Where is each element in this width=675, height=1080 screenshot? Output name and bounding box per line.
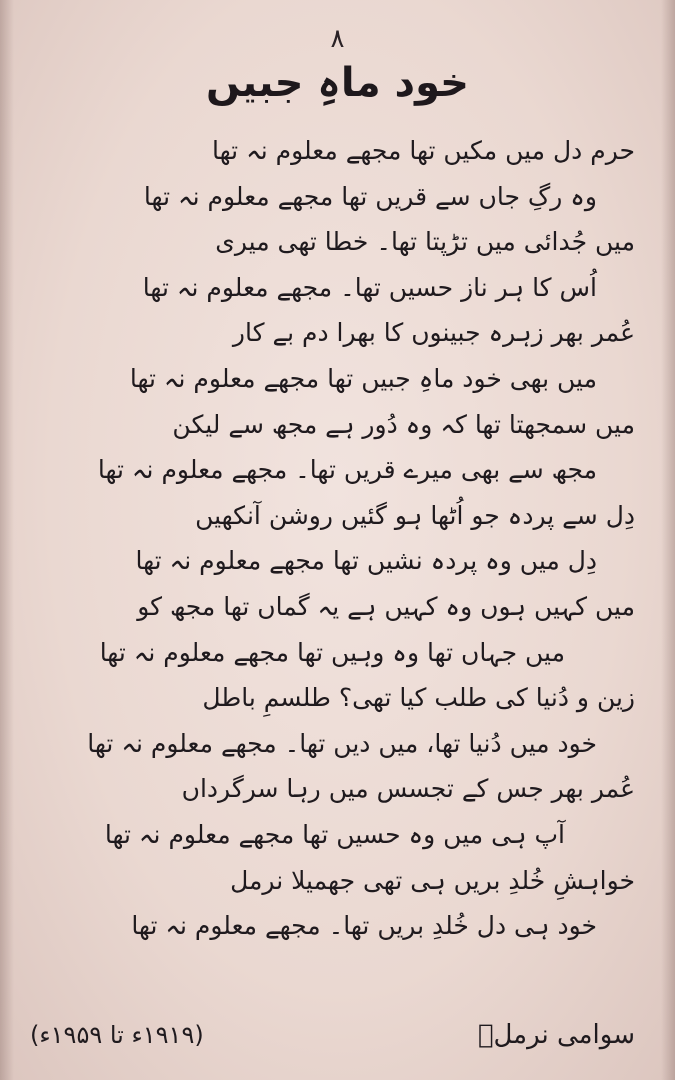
poem-line: عُمر بھر زہرہ جبینوں کا بھرا دم بے کار [232, 318, 635, 348]
author-dates: (۱۹۱۹ء تا ۱۹۵۹ء) [30, 1021, 204, 1049]
poem-line: وہ رگِ جاں سے قریں تھا مجھے معلوم نہ تھا [143, 181, 597, 211]
poem-line: خود ہی دل خُلدِ بریں تھا۔ مجھے معلوم نہ تھا [131, 911, 597, 941]
poem-line: میں جہاں تھا وہ وہیں تھا مجھے معلوم نہ تھا [99, 637, 565, 667]
poem-line: میں کہیں ہوں وہ کہیں ہے یہ گماں تھا مجھ کو [137, 591, 635, 621]
poem-line: اُس کا ہر ناز حسیں تھا۔ مجھے معلوم نہ تھا [142, 272, 597, 302]
poem-line: مجھ سے بھی میرے قریں تھا۔ مجھے معلوم نہ تھا [97, 455, 597, 485]
poem-line: زین و دُنیا کی طلب کیا تھی؟ طلسمِ باطل [202, 683, 635, 713]
poem-line: عُمر بھر جس کے تجسس میں رہا سرگرداں [181, 774, 635, 804]
poem-line: میں بھی خود ماہِ جبیں تھا مجھے معلوم نہ تھا [129, 363, 597, 393]
poem-line: میں سمجھتا تھا کہ وہ دُور ہے مجھ سے لیکن [172, 409, 635, 439]
page-right-edge [661, 0, 675, 1080]
poem-line: دِل سے پردہ جو اُٹھا ہو گئیں روشن آنکھیں [195, 500, 635, 530]
poem-line: خود میں دُنیا تھا، میں دیں تھا۔ مجھے معلوم نہ تھا [87, 728, 597, 758]
poem-line: آپ ہی میں وہ حسیں تھا مجھے معلوم نہ تھا [104, 819, 565, 849]
poem-line: خواہشِ خُلدِ بریں ہی تھی جھمیلا نرمل [230, 865, 635, 895]
poem-line: حرم دل میں مکیں تھا مجھے معلوم نہ تھا [212, 136, 635, 165]
poem-line: دِل میں وہ پردہ نشیں تھا مجھے معلوم نہ تھا [135, 546, 597, 576]
author-name: سوامی نرملؔ [477, 1020, 635, 1050]
poem-footer [30, 1020, 635, 1050]
poem-line: میں جُدائی میں تڑپتا تھا۔ خطا تھی میری [215, 227, 635, 257]
poem-title: خود ماہِ جبیں [206, 60, 469, 106]
page-left-edge [0, 0, 14, 1080]
poem-body [55, 128, 635, 949]
page-number: ۸ [330, 24, 345, 54]
